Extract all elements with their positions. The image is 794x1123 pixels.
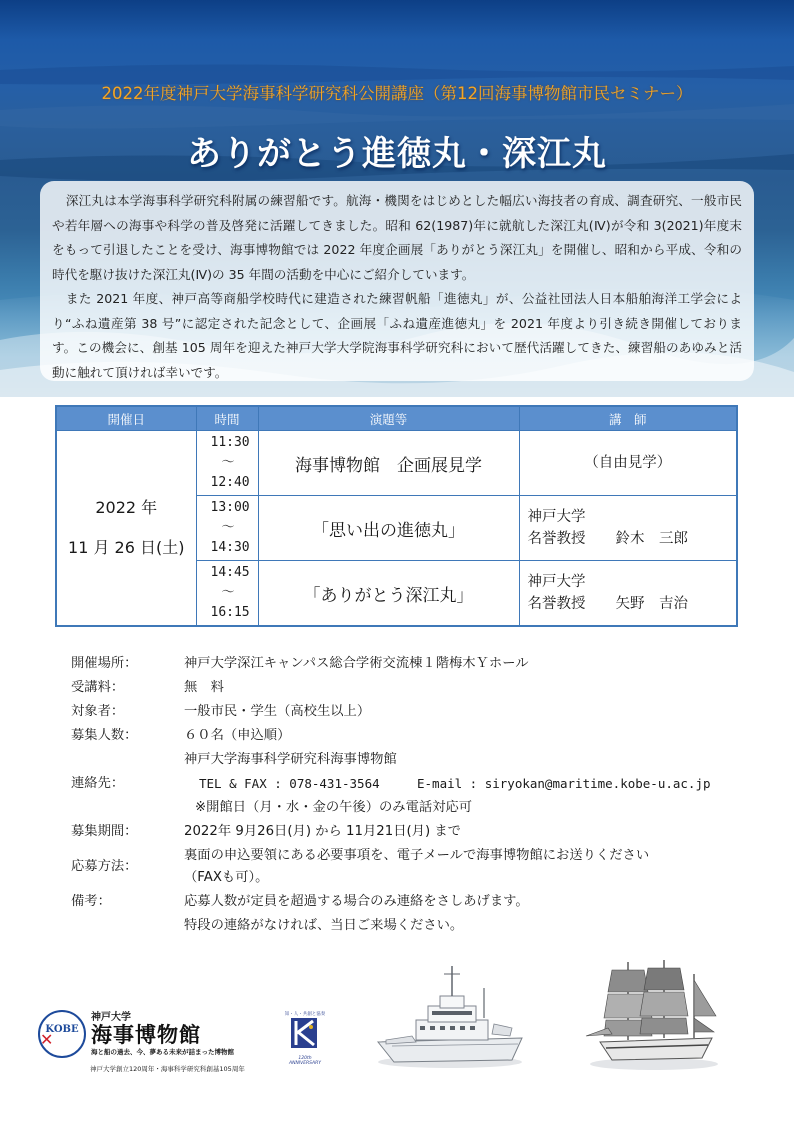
info-value: 一般市民・学生（高校生以上） — [184, 704, 371, 719]
time-start: 13:00 — [210, 500, 250, 515]
info-label: 備考： — [71, 894, 111, 909]
info-capacity — [71, 724, 761, 748]
contact-email[interactable]: E-mail : siryokan@maritime.kobe-u.ac.jp — [417, 776, 711, 791]
time-tilde: ～ — [221, 455, 235, 470]
header-topic: 演題等 — [258, 406, 519, 431]
lecturer-affiliation: 神戸大学 — [527, 574, 586, 590]
info-label: 連絡先： — [71, 776, 125, 791]
info-organization — [71, 748, 761, 772]
logo-university: 神戸大学 — [91, 1012, 131, 1023]
info-value: 2022年 9月26日(月) から 11月21日(月) まで — [184, 824, 461, 839]
event-title: ありがとう進徳丸・深江丸 — [187, 134, 607, 174]
time-tilde: ～ — [221, 520, 235, 535]
kobe-x-mark-icon: ✕ — [40, 1030, 54, 1049]
info-venue — [71, 652, 761, 676]
info-value: 神戸大学深江キャンパス総合学術交流棟１階梅木Ｙホール — [184, 656, 529, 671]
k-emblem-icon — [283, 1017, 327, 1051]
info-label: 募集期間： — [71, 824, 138, 839]
table-row — [56, 431, 737, 496]
event-date — [56, 431, 196, 627]
info-value: （FAXも可）。 — [184, 870, 269, 885]
time-end: 12:40 — [210, 475, 250, 490]
lecturer-affiliation: 神戸大学 — [527, 509, 586, 525]
logo-tagline: 海と船の過去、今、夢ある未来が詰まった博物館 — [91, 1048, 234, 1056]
lecturer-name: 矢野 吉治 — [615, 596, 688, 612]
info-fee — [71, 676, 761, 700]
lecturer-cell: （自由見学） — [519, 431, 737, 496]
time-end: 16:15 — [210, 605, 250, 620]
emblem-top-text: 知・人・共創と協奏 — [284, 1012, 326, 1017]
event-info — [71, 652, 761, 938]
logo-museum-name: 海事博物館 — [91, 1023, 201, 1047]
header-date: 開催日 — [56, 406, 196, 431]
info-label: 対象者： — [71, 704, 125, 719]
fukae-maru-ship-image — [378, 966, 522, 1068]
time-slot — [196, 431, 258, 496]
info-contact — [71, 772, 761, 796]
topic-cell: 「ありがとう深江丸」 — [258, 561, 519, 627]
time-start: 14:45 — [210, 565, 250, 580]
info-label: 募集人数： — [71, 728, 138, 743]
lecturer-role: 名誉教授 — [527, 596, 586, 612]
event-date-year: 2022 年 — [95, 498, 158, 517]
info-notes — [71, 890, 761, 914]
intro-paragraph-2: また 2021 年度、神戸高等商船学校時代に建造された練習帆船「進徳丸」が、公益社団法人日本船舶海洋工学会により“ふね遺産第 38 号”に認定された記念として、企画展「ふね遺産進徳丸」を 2021 年度より引き続き開催しております。この機会に、創基 105 周年を迎えた神戸大学大学院海事科学研究科において歴代活躍してきた、練習船のあゆみと活動に触れて頂ければ幸いです。 — [52, 291, 742, 380]
event-date-day: 11 月 26 日(土) — [68, 538, 185, 557]
info-label: 開催場所： — [71, 656, 138, 671]
event-subtitle: 2022年度神戸大学海事科学研究科公開講座（第12回海事博物館市民セミナー） — [101, 84, 693, 103]
training-ships-illustration — [372, 958, 722, 1078]
info-value: ６０名（申込順） — [184, 728, 291, 743]
info-notes-2 — [71, 914, 761, 938]
info-value: 裏面の申込要領にある必要事項を、電子メールで海事博物館にお送りください — [184, 848, 650, 863]
hero-banner — [0, 0, 794, 397]
contact-tel-fax: TEL & FAX : 078-431-3564 — [199, 776, 380, 791]
intro-text-box — [40, 181, 754, 381]
table-header-row — [56, 406, 737, 431]
time-end: 14:30 — [210, 540, 250, 555]
lecturer-role: 名誉教授 — [527, 531, 586, 547]
info-phone-note — [71, 796, 761, 820]
lecturer-cell — [519, 496, 737, 561]
info-period — [71, 820, 761, 844]
logo-anniversary: 神戸大学創立120周年・海事科学研究科創基105周年 — [90, 1065, 245, 1073]
lecturer-name: 鈴木 三郎 — [615, 531, 688, 547]
info-label: 応募方法： — [71, 859, 138, 874]
time-slot — [196, 496, 258, 561]
info-value: 神戸大学海事科学研究科海事博物館 — [184, 752, 397, 767]
info-label: 受講料： — [71, 680, 125, 695]
intro-paragraph-1: 深江丸は本学海事科学研究科附属の練習船です。航海・機関をはじめとした幅広い海技者の育成、調査研究、一般市民や若年層への海事や科学の普及啓発に活躍してきました。昭和 62(1987)年に就航した深江丸(Ⅳ)が令和 3(2021)年度末をもって引退したことを受け、海事博物館では 2022 年度企画展「ありがとう深江丸」を開催し、昭和から平成、令和の時代を駆け抜けた深江丸(Ⅳ)の 35 年間の活動を中心にご紹介しています。 — [52, 193, 742, 282]
time-tilde: ～ — [221, 585, 235, 600]
info-value: ※開館日（月・水・金の午後）のみ電話対応可 — [195, 800, 473, 815]
info-apply — [71, 844, 761, 890]
info-value: 特段の連絡がなければ、当日ご来場ください。 — [184, 918, 464, 933]
shintoku-maru-ship-image — [586, 960, 718, 1070]
topic-cell: 海事博物館 企画展見学 — [258, 431, 519, 496]
emblem-bottom-text: 120th ANNIVERSARY — [289, 1056, 321, 1066]
kobe-emblem-text: KOBE — [45, 1024, 79, 1035]
info-target — [71, 700, 761, 724]
kobe-university-emblem — [38, 1010, 86, 1058]
time-slot — [196, 561, 258, 627]
schedule-table — [55, 405, 738, 627]
topic-cell: 「思い出の進徳丸」 — [258, 496, 519, 561]
header-lecturer: 講 師 — [519, 406, 737, 431]
lecturer-cell — [519, 561, 737, 627]
anniversary-emblem — [283, 1011, 327, 1066]
info-value: 無 料 — [184, 680, 224, 695]
info-value: 応募人数が定員を超過する場合のみ連絡をさしあげます。 — [184, 894, 529, 909]
header-time: 時間 — [196, 406, 258, 431]
time-start: 11:30 — [210, 435, 250, 450]
